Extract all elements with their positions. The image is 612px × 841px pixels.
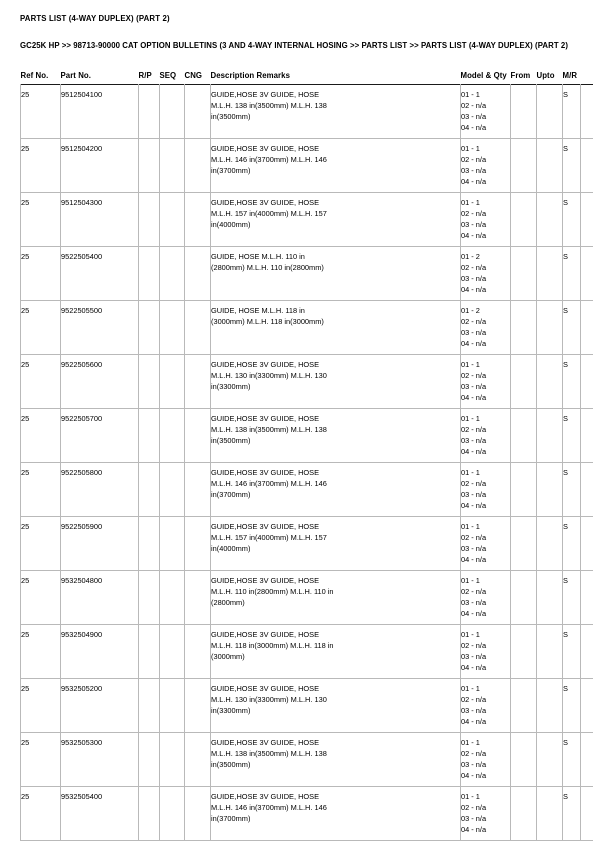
model-qty-line: 04 - n/a [461,609,487,619]
cell-from [511,300,537,354]
cell-seq [160,192,185,246]
description-line: in(3500mm) [211,436,251,446]
cell-description [211,354,461,408]
table-body [21,84,593,840]
model-qty-line: 04 - n/a [461,717,487,727]
cell-mr: S [563,300,581,354]
cell-description [211,246,461,300]
cell-rp [139,786,160,840]
cell-ref-no: 25 [21,732,61,786]
cell-seq [160,516,185,570]
model-qty-line: 01 - 1 [461,683,480,693]
page-title: PARTS LIST (4-WAY DUPLEX) (PART 2) [20,14,170,23]
model-qty-line: 01 - 1 [461,143,480,153]
parts-table [20,71,593,841]
model-qty-line: 03 - n/a [461,382,487,392]
cell-cng [185,678,211,732]
cell-description [211,300,461,354]
cell-from [511,138,537,192]
cell-from [511,408,537,462]
table-row [21,570,593,624]
description-line: GUIDE,HOSE 3V GUIDE, HOSE [211,89,320,99]
model-qty-line: 01 - 1 [461,629,480,639]
model-qty-line: 01 - 1 [461,359,480,369]
cell-model-qty [461,786,511,840]
cell-cng [185,732,211,786]
cell-rp [139,246,160,300]
cell-spacer [581,516,593,570]
description-line: GUIDE,HOSE 3V GUIDE, HOSE [211,629,320,639]
cell-seq [160,300,185,354]
description-line: GUIDE,HOSE 3V GUIDE, HOSE [211,791,320,801]
cell-rp [139,84,160,138]
cell-part-no: 9522505800 [61,462,139,516]
cell-mr: S [563,786,581,840]
model-qty-line: 03 - n/a [461,436,487,446]
cell-mr: S [563,354,581,408]
cell-spacer [581,192,593,246]
cell-cng [185,300,211,354]
cell-mr: S [563,462,581,516]
cell-spacer [581,678,593,732]
model-qty-line: 03 - n/a [461,706,487,716]
cell-description [211,516,461,570]
cell-mr: S [563,84,581,138]
description-line: GUIDE,HOSE 3V GUIDE, HOSE [211,737,320,747]
cell-spacer [581,462,593,516]
cell-mr: S [563,732,581,786]
model-qty-line: 02 - n/a [461,424,487,434]
description-line: GUIDE,HOSE 3V GUIDE, HOSE [211,143,320,153]
model-qty-line: 01 - 1 [461,197,480,207]
description-line: M.L.H. 138 in(3500mm) M.L.H. 138 [211,100,327,110]
column-header-from: From [510,70,531,80]
cell-seq [160,786,185,840]
model-qty-line: 04 - n/a [461,825,487,835]
cell-upto [537,462,563,516]
model-qty-line: 01 - 1 [461,413,480,423]
cell-upto [537,678,563,732]
model-qty-line: 03 - n/a [461,598,487,608]
cell-cng [185,516,211,570]
cell-cng [185,84,211,138]
description-line: M.L.H. 138 in(3500mm) M.L.H. 138 [211,748,327,758]
description-line: GUIDE, HOSE M.L.H. 110 in [211,251,305,261]
description-line: in(3500mm) [211,112,251,122]
cell-part-no: 9512504300 [61,192,139,246]
description-line: M.L.H. 157 in(4000mm) M.L.H. 157 [211,532,327,542]
cell-ref-no: 25 [21,408,61,462]
cell-rp [139,192,160,246]
description-line: M.L.H. 130 in(3300mm) M.L.H. 130 [211,694,327,704]
column-header-mr: M/R [562,70,578,80]
model-qty-line: 04 - n/a [461,177,487,187]
cell-ref-no: 25 [21,516,61,570]
cell-description [211,786,461,840]
cell-upto [537,408,563,462]
cell-rp [139,678,160,732]
model-qty-line: 02 - n/a [461,208,487,218]
table-header-row [21,71,593,85]
model-qty-line: 01 - 2 [461,305,480,315]
cell-upto [537,732,563,786]
cell-upto [537,354,563,408]
model-qty-line: 02 - n/a [461,154,487,164]
column-header-seq: SEQ [159,70,177,80]
model-qty-line: 04 - n/a [461,501,487,511]
model-qty-line: 03 - n/a [461,814,487,824]
cell-spacer [581,246,593,300]
cell-mr: S [563,408,581,462]
model-qty-line: 03 - n/a [461,544,487,554]
cell-ref-no: 25 [21,246,61,300]
description-line: in(3700mm) [211,814,251,824]
cell-part-no: 9532505400 [61,786,139,840]
table-row [21,138,593,192]
model-qty-line: 04 - n/a [461,231,487,241]
column-header-model-qty: Model & Qty [460,70,507,80]
cell-ref-no: 25 [21,624,61,678]
cell-cng [185,624,211,678]
cell-model-qty [461,462,511,516]
cell-spacer [581,138,593,192]
description-line: in(3300mm) [211,706,251,716]
cell-ref-no: 25 [21,192,61,246]
model-qty-line: 03 - n/a [461,328,487,338]
cell-cng [185,462,211,516]
column-header-spacer [581,71,593,85]
description-line: GUIDE,HOSE 3V GUIDE, HOSE [211,197,320,207]
cell-seq [160,678,185,732]
cell-rp [139,408,160,462]
cell-model-qty [461,624,511,678]
cell-ref-no: 25 [21,678,61,732]
cell-model-qty [461,192,511,246]
cell-upto [537,246,563,300]
cell-mr: S [563,678,581,732]
model-qty-line: 02 - n/a [461,100,487,110]
model-qty-line: 03 - n/a [461,220,487,230]
description-line: GUIDE,HOSE 3V GUIDE, HOSE [211,467,320,477]
cell-description [211,570,461,624]
table-row [21,462,593,516]
description-line: (3000mm) [211,652,245,662]
cell-rp [139,516,160,570]
cell-description [211,408,461,462]
cell-seq [160,84,185,138]
table-row [21,732,593,786]
cell-rp [139,354,160,408]
model-qty-line: 04 - n/a [461,555,487,565]
cell-model-qty [461,678,511,732]
cell-mr: S [563,516,581,570]
model-qty-line: 02 - n/a [461,316,487,326]
model-qty-line: 01 - 1 [461,467,480,477]
cell-cng [185,192,211,246]
model-qty-line: 02 - n/a [461,802,487,812]
model-qty-line: 03 - n/a [461,490,487,500]
description-line: in(4000mm) [211,220,251,230]
table-row [21,678,593,732]
cell-from [511,624,537,678]
cell-mr: S [563,246,581,300]
cell-from [511,678,537,732]
description-line: (2800mm) M.L.H. 110 in(2800mm) [211,262,324,272]
cell-ref-no: 25 [21,462,61,516]
model-qty-line: 04 - n/a [461,339,487,349]
description-line: M.L.H. 146 in(3700mm) M.L.H. 146 [211,154,327,164]
description-line: M.L.H. 138 in(3500mm) M.L.H. 138 [211,424,327,434]
table-header [21,71,593,85]
model-qty-line: 02 - n/a [461,694,487,704]
cell-description [211,678,461,732]
table-row [21,786,593,840]
table-row [21,516,593,570]
model-qty-line: 02 - n/a [461,370,487,380]
cell-spacer [581,786,593,840]
cell-part-no: 9522505900 [61,516,139,570]
cell-rp [139,138,160,192]
table-row [21,192,593,246]
model-qty-line: 03 - n/a [461,652,487,662]
description-line: in(3700mm) [211,166,251,176]
cell-from [511,786,537,840]
model-qty-line: 01 - 1 [461,89,480,99]
cell-mr: S [563,624,581,678]
model-qty-line: 02 - n/a [461,262,487,272]
model-qty-line: 01 - 2 [461,251,480,261]
cell-upto [537,138,563,192]
table-row [21,300,593,354]
cell-part-no: 9532504800 [61,570,139,624]
cell-seq [160,408,185,462]
model-qty-line: 01 - 1 [461,737,480,747]
cell-ref-no: 25 [21,354,61,408]
cell-description [211,732,461,786]
description-line: (3000mm) M.L.H. 118 in(3000mm) [211,316,324,326]
cell-part-no: 9512504100 [61,84,139,138]
cell-part-no: 9522505600 [61,354,139,408]
cell-spacer [581,84,593,138]
description-line: GUIDE,HOSE 3V GUIDE, HOSE [211,683,320,693]
model-qty-line: 04 - n/a [461,663,487,673]
cell-spacer [581,408,593,462]
description-line: GUIDE, HOSE M.L.H. 118 in [211,305,305,315]
cell-from [511,462,537,516]
cell-model-qty [461,732,511,786]
model-qty-line: 03 - n/a [461,274,487,284]
cell-upto [537,192,563,246]
model-qty-line: 03 - n/a [461,760,487,770]
column-header-description: Description Remarks [210,70,290,80]
description-line: (2800mm) [211,598,245,608]
model-qty-line: 04 - n/a [461,447,487,457]
model-qty-line: 02 - n/a [461,532,487,542]
table-row [21,354,593,408]
cell-model-qty [461,570,511,624]
cell-from [511,192,537,246]
cell-model-qty [461,246,511,300]
cell-model-qty [461,408,511,462]
cell-rp [139,732,160,786]
description-line: in(3300mm) [211,382,251,392]
model-qty-line: 01 - 1 [461,791,480,801]
cell-upto [537,570,563,624]
model-qty-line: 02 - n/a [461,586,487,596]
cell-spacer [581,300,593,354]
cell-cng [185,408,211,462]
table-row [21,408,593,462]
cell-part-no: 9522505500 [61,300,139,354]
column-header-ref-no: Ref No. [20,70,49,80]
cell-cng [185,354,211,408]
model-qty-line: 02 - n/a [461,748,487,758]
cell-upto [537,624,563,678]
description-line: GUIDE,HOSE 3V GUIDE, HOSE [211,359,320,369]
cell-seq [160,462,185,516]
cell-ref-no: 25 [21,570,61,624]
cell-ref-no: 25 [21,138,61,192]
cell-cng [185,246,211,300]
cell-spacer [581,354,593,408]
column-header-part-no: Part No. [60,70,92,80]
cell-spacer [581,624,593,678]
cell-part-no: 9512504200 [61,138,139,192]
cell-cng [185,570,211,624]
table-row [21,84,593,138]
cell-from [511,516,537,570]
description-line: in(3500mm) [211,760,251,770]
description-line: GUIDE,HOSE 3V GUIDE, HOSE [211,521,320,531]
column-header-upto: Upto [536,70,555,80]
model-qty-line: 01 - 1 [461,521,480,531]
cell-mr: S [563,138,581,192]
cell-cng [185,138,211,192]
model-qty-line: 04 - n/a [461,285,487,295]
model-qty-line: 01 - 1 [461,575,480,585]
cell-from [511,84,537,138]
cell-from [511,354,537,408]
cell-rp [139,570,160,624]
cell-description [211,462,461,516]
column-header-cng: CNG [184,70,203,80]
model-qty-line: 03 - n/a [461,112,487,122]
model-qty-line: 03 - n/a [461,166,487,176]
cell-rp [139,624,160,678]
cell-ref-no: 25 [21,84,61,138]
description-line: M.L.H. 130 in(3300mm) M.L.H. 130 [211,370,327,380]
cell-part-no: 9532505200 [61,678,139,732]
cell-seq [160,732,185,786]
model-qty-line: 04 - n/a [461,123,487,133]
cell-seq [160,354,185,408]
table-row [21,624,593,678]
model-qty-line: 04 - n/a [461,771,487,781]
cell-part-no: 9532504900 [61,624,139,678]
table-row [21,246,593,300]
cell-description [211,624,461,678]
cell-seq [160,246,185,300]
cell-part-no: 9522505400 [61,246,139,300]
cell-seq [160,138,185,192]
cell-upto [537,786,563,840]
cell-model-qty [461,516,511,570]
description-line: in(3700mm) [211,490,251,500]
cell-model-qty [461,354,511,408]
cell-upto [537,84,563,138]
description-line: GUIDE,HOSE 3V GUIDE, HOSE [211,413,320,423]
cell-ref-no: 25 [21,300,61,354]
cell-description [211,138,461,192]
cell-description [211,84,461,138]
cell-from [511,246,537,300]
cell-ref-no: 25 [21,786,61,840]
cell-from [511,732,537,786]
model-qty-line: 04 - n/a [461,393,487,403]
cell-model-qty [461,84,511,138]
cell-from [511,570,537,624]
description-line: M.L.H. 118 in(3000mm) M.L.H. 118 in [211,640,334,650]
cell-seq [160,570,185,624]
cell-model-qty [461,300,511,354]
cell-description [211,192,461,246]
description-line: in(4000mm) [211,544,251,554]
cell-upto [537,300,563,354]
cell-rp [139,300,160,354]
breadcrumb: GC25K HP >> 98713-90000 CAT OPTION BULLETINS (3 AND 4-WAY INTERNAL HOSING >> PARTS LIST >> PARTS LIST (4-WAY DUPLEX) (PART 2) [20,41,568,51]
column-header-rp: R/P [138,70,152,80]
cell-mr: S [563,570,581,624]
cell-rp [139,462,160,516]
cell-part-no: 9532505300 [61,732,139,786]
cell-part-no: 9522505700 [61,408,139,462]
cell-model-qty [461,138,511,192]
cell-spacer [581,732,593,786]
description-line: GUIDE,HOSE 3V GUIDE, HOSE [211,575,320,585]
description-line: M.L.H. 110 in(2800mm) M.L.H. 110 in [211,586,334,596]
description-line: M.L.H. 157 in(4000mm) M.L.H. 157 [211,208,327,218]
description-line: M.L.H. 146 in(3700mm) M.L.H. 146 [211,478,327,488]
cell-mr: S [563,192,581,246]
cell-cng [185,786,211,840]
model-qty-line: 02 - n/a [461,640,487,650]
model-qty-line: 02 - n/a [461,478,487,488]
cell-spacer [581,570,593,624]
cell-seq [160,624,185,678]
cell-upto [537,516,563,570]
description-line: M.L.H. 146 in(3700mm) M.L.H. 146 [211,802,327,812]
